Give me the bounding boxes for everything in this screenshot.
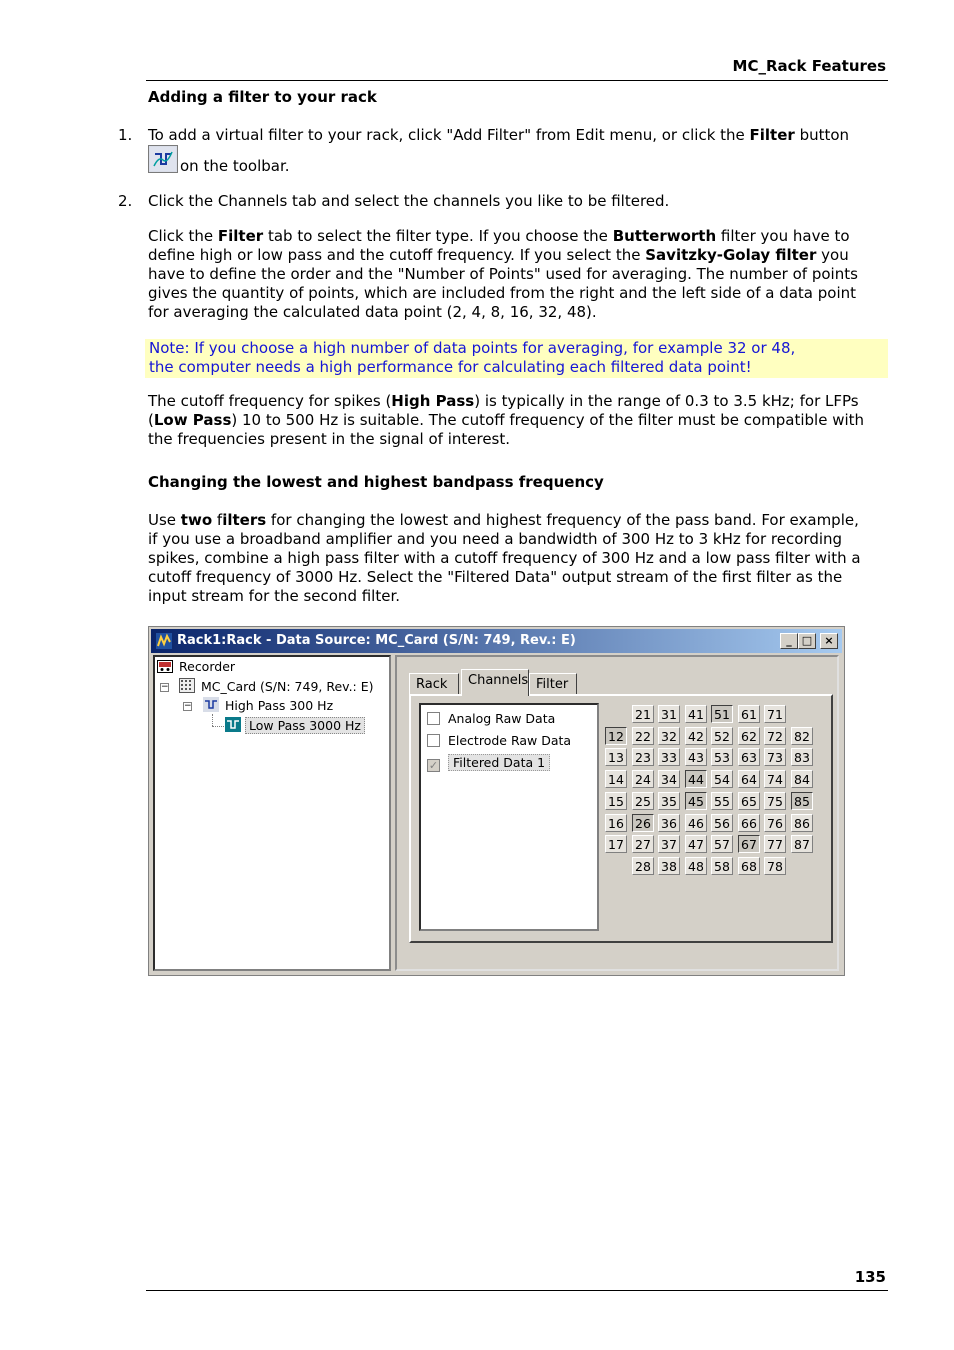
paragraph-filter-types	[148, 227, 870, 322]
step-1-text-b: button	[794, 126, 850, 144]
heading-bandpass: Changing the lowest and highest bandpass frequency	[148, 473, 604, 491]
window-titlebar	[151, 629, 842, 653]
mc-card-icon	[179, 678, 195, 693]
channel-button-58[interactable]: 58	[711, 857, 733, 875]
channel-button-57[interactable]: 57	[711, 835, 733, 853]
channel-button-24[interactable]: 24	[632, 770, 654, 788]
page-number: 135	[854, 1268, 886, 1286]
tab-rack[interactable]: Rack	[409, 673, 459, 695]
step-1-text-a: To add a virtual filter to your rack, click "Add Filter" from Edit menu, or click the	[148, 126, 750, 144]
step-2-text: Click the Channels tab and select the channels you like to be filtered.	[148, 192, 670, 210]
para-filter-bold-butterworth: Butterworth	[612, 227, 717, 245]
channel-button-68[interactable]: 68	[738, 857, 760, 875]
channel-button-86[interactable]: 86	[791, 814, 813, 832]
stream-filtered-1[interactable]	[427, 755, 550, 772]
stream-filtered-label: Filtered Data 1	[448, 754, 550, 771]
channel-button-83[interactable]: 83	[791, 748, 813, 766]
para-cutoff-bold-high: High Pass	[391, 392, 475, 410]
stream-electrode-raw[interactable]	[427, 733, 571, 748]
channel-button-56[interactable]: 56	[711, 814, 733, 832]
para-filter-d: filter you have to define high or low pass and the cutoff frequency. If you select the	[148, 227, 850, 264]
tree-item-recorder[interactable]: Recorder	[179, 659, 236, 674]
close-button[interactable]: ×	[820, 633, 838, 649]
channel-button-37[interactable]: 37	[658, 835, 680, 853]
tree-item-low-pass[interactable]: Low Pass 3000 Hz	[245, 717, 365, 734]
footer-rule	[146, 1290, 888, 1291]
channel-button-78[interactable]: 78	[764, 857, 786, 875]
step-1-bold-filter: Filter	[749, 126, 795, 144]
low-pass-filter-icon	[225, 717, 241, 732]
channel-button-45[interactable]: 45	[685, 792, 707, 810]
para-filter-bold-savitzky: Savitzky-Golay filter	[645, 246, 817, 264]
maximize-button[interactable]: □	[798, 633, 816, 649]
channel-button-63[interactable]: 63	[738, 748, 760, 766]
channel-button-21[interactable]: 21	[632, 705, 654, 723]
stream-analog-label: Analog Raw Data	[448, 711, 556, 726]
note-box	[145, 339, 888, 378]
para-cutoff-bold-low: Low Pass	[153, 411, 232, 429]
paragraph-bandpass	[148, 511, 864, 606]
channel-button-17[interactable]: 17	[605, 835, 627, 853]
tab-channels[interactable]: Channels	[461, 669, 529, 696]
channel-button-33[interactable]: 33	[658, 748, 680, 766]
stream-list	[419, 703, 599, 931]
app-icon	[156, 633, 172, 649]
channel-button-16[interactable]: 16	[605, 814, 627, 832]
stream-electrode-label: Electrode Raw Data	[448, 733, 572, 748]
filter-toolbar-icon	[148, 145, 178, 173]
para-filter-c: tab to select the filter type. If you choose the	[263, 227, 613, 245]
para-cutoff-c: ) is typically in the range of 0.3 to 3.5 kHz; for LFPs (	[148, 392, 859, 429]
stream-analog-raw[interactable]	[427, 711, 555, 726]
step-1-number: 1.	[118, 126, 133, 144]
para-band-bold-two: two	[180, 511, 213, 529]
tree-connector-horizontal	[212, 726, 224, 727]
step-1-text	[148, 126, 878, 145]
para-filter-a: Click the	[148, 227, 218, 245]
channel-button-15[interactable]: 15	[605, 792, 627, 810]
channel-button-38[interactable]: 38	[658, 857, 680, 875]
channel-button-87[interactable]: 87	[791, 835, 813, 853]
channel-button-66[interactable]: 66	[738, 814, 760, 832]
channel-button-64[interactable]: 64	[738, 770, 760, 788]
para-band-a: Use	[148, 511, 181, 529]
channel-button-36[interactable]: 36	[658, 814, 680, 832]
high-pass-filter-icon	[203, 697, 219, 712]
para-band-bold-ilters: ilters	[222, 511, 267, 529]
channel-button-54[interactable]: 54	[711, 770, 733, 788]
para-cutoff-d: ) 10 to 500 Hz is suitable. The cutoff frequency of the filter must be compatible with the frequencies present in the signal of interest.	[148, 411, 865, 448]
window-title: Rack1:Rack - Data Source: MC_Card (S/N: 749, Rev.: E)	[177, 633, 576, 648]
recorder-icon	[157, 659, 173, 674]
channel-button-61[interactable]: 61	[738, 705, 760, 723]
paragraph-cutoff	[148, 392, 866, 449]
step-2-number: 2.	[118, 192, 133, 210]
step-1-toolbar-suffix: on the toolbar.	[180, 157, 290, 175]
channel-button-22[interactable]: 22	[632, 727, 654, 745]
channel-button-51[interactable]: 51	[711, 705, 733, 723]
para-filter-bold-filter: Filter	[217, 227, 264, 245]
stream-analog-checkbox[interactable]	[427, 712, 440, 725]
channel-button-35[interactable]: 35	[658, 792, 680, 810]
note-line-2: the computer needs a high performance for calculating each filtered data point!	[149, 358, 752, 376]
expander-high-pass[interactable]: −	[184, 701, 192, 711]
tree-item-high-pass[interactable]: High Pass 300 Hz	[225, 698, 334, 713]
para-band-c: f	[212, 511, 223, 529]
heading-adding-filter: Adding a filter to your rack	[148, 88, 377, 106]
tree-item-mc-card[interactable]: MC_Card (S/N: 749, Rev.: E)	[201, 679, 374, 694]
channel-button-13[interactable]: 13	[605, 748, 627, 766]
channel-button-74[interactable]: 74	[764, 770, 786, 788]
channel-button-25[interactable]: 25	[632, 792, 654, 810]
channel-button-65[interactable]: 65	[738, 792, 760, 810]
channel-button-32[interactable]: 32	[658, 727, 680, 745]
settings-panel	[395, 655, 839, 971]
tab-filter[interactable]: Filter	[529, 673, 577, 695]
channel-button-44[interactable]: 44	[685, 770, 707, 788]
rack-tree	[153, 655, 391, 971]
channel-button-85[interactable]: 85	[791, 792, 813, 810]
channel-button-23[interactable]: 23	[632, 748, 654, 766]
note-line-1: Note: If you choose a high number of data points for averaging, for example 32 or 48,	[149, 339, 796, 357]
channel-button-75[interactable]: 75	[764, 792, 786, 810]
channel-button-43[interactable]: 43	[685, 748, 707, 766]
stream-filtered-checkbox[interactable]: ✓	[428, 759, 439, 772]
channel-button-77[interactable]: 77	[764, 835, 786, 853]
tree-connector-vertical	[212, 714, 213, 726]
rack-window	[148, 626, 845, 976]
channel-button-48[interactable]: 48	[685, 857, 707, 875]
channel-button-67[interactable]: 67	[738, 835, 760, 853]
channel-button-84[interactable]: 84	[791, 770, 813, 788]
channel-button-52[interactable]: 52	[711, 727, 733, 745]
channel-button-71[interactable]: 71	[764, 705, 786, 723]
channel-button-42[interactable]: 42	[685, 727, 707, 745]
header-rule	[146, 80, 888, 81]
channel-button-47[interactable]: 47	[685, 835, 707, 853]
para-cutoff-a: The cutoff frequency for spikes (	[148, 392, 392, 410]
channel-button-76[interactable]: 76	[764, 814, 786, 832]
expander-mc-card[interactable]: −	[161, 682, 169, 692]
channel-button-82[interactable]: 82	[791, 727, 813, 745]
channel-button-72[interactable]: 72	[764, 727, 786, 745]
section-title: MC_Rack Features	[732, 57, 886, 75]
channel-button-12[interactable]: 12	[605, 727, 627, 745]
channel-button-28[interactable]: 28	[632, 857, 654, 875]
channel-button-14[interactable]: 14	[605, 770, 627, 788]
channel-button-26[interactable]: 26	[632, 814, 654, 832]
para-filter-e: you have to define the order and the "Number of Points" used for averaging. The number of points gives the quantity of points, which are included from the right and the left side of a data point for averaging the calculated data point (2, 4, 8, 16, 32, 48).	[148, 246, 858, 321]
channel-button-27[interactable]: 27	[632, 835, 654, 853]
para-band-d: for changing the lowest and highest frequency of the pass band. For example, if you use a broadband amplifier and you need a bandwidth of 300 Hz to 3 kHz for recording spikes, combine a high pass filter with a cutoff frequency of 300 Hz and a low pass filter with a cutoff frequency of 3000 Hz. Select the "Filtered Data" output stream of the first filter as the input stream for the second filter.	[148, 511, 861, 605]
channel-button-34[interactable]: 34	[658, 770, 680, 788]
stream-electrode-checkbox[interactable]	[427, 734, 440, 747]
channel-button-53[interactable]: 53	[711, 748, 733, 766]
channel-button-55[interactable]: 55	[711, 792, 733, 810]
channel-button-46[interactable]: 46	[685, 814, 707, 832]
channel-button-31[interactable]: 31	[658, 705, 680, 723]
channel-button-73[interactable]: 73	[764, 748, 786, 766]
channel-button-62[interactable]: 62	[738, 727, 760, 745]
minimize-button[interactable]: _	[780, 633, 798, 649]
channel-button-41[interactable]: 41	[685, 705, 707, 723]
